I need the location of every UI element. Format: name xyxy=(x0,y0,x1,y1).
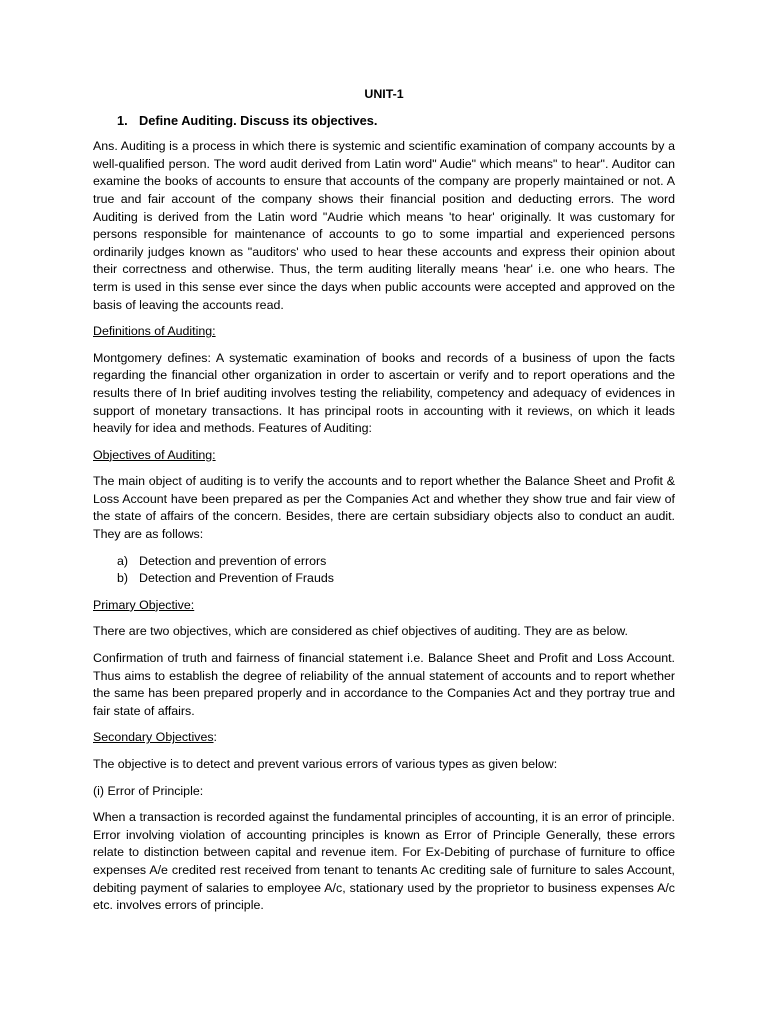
objectives-paragraph: The main object of auditing is to verify the accounts and to report whether the Balance Sheet and Profit & Loss Account have been prepared as per the Companies Act and whether they show true and fair view of the state of affairs of the concern. Besides, there are certain subsidiary objects also to conduct an audit. They are as follows: xyxy=(93,474,675,542)
definitions-heading: Definitions of Auditing: xyxy=(93,324,216,339)
unit-title: UNIT-1 xyxy=(364,87,404,101)
answer-paragraph: Ans. Auditing is a process in which there is systemic and scientific examination of company accounts by a well-qualified person. The word audit derived from Latin word" Audie" which means" to hear". Auditor can examine the books of accounts to ensure that accounts of the company are properly maintained or not. A true and fair account of the company shows their financial position and deducting errors. The word Auditing is derived from the Latin word "Audrie which means 'to hear' originally. It was customary for persons responsible for maintenance of accounts to go to some impartial and experienced persons ordinarily judges known as "auditors' who used to hear these accounts and express their opinion about their correctness and otherwise. Thus, the term auditing literally means 'hear' i.e. one who hears. The term is used in this sense ever since the days when public accounts were accepted and approved on the basis of leaving the accounts read. xyxy=(93,139,675,312)
secondary-heading-suffix: : xyxy=(213,730,217,745)
error-of-principle-paragraph: When a transaction is recorded against the fundamental principles of accounting, it is an error of principle. Error involving violation of accounting principles is known as Error of Principle Generally, these errors relate to distinction between capital and revenue item. For Ex-Debiting of purchase of furniture to office expenses A/e credited rest received from tenant to tenants Ac crediting sale of furniture to sales Account, debiting payment of salaries to employee A/c, stationary used by the proprietor to business expenses A/c etc. involves errors of principle. xyxy=(93,810,675,913)
secondary-objectives-heading xyxy=(93,729,675,747)
list-marker: b) xyxy=(117,571,129,586)
list-marker: a) xyxy=(117,553,129,568)
primary-objective-heading: Primary Objective: xyxy=(93,597,195,612)
objectives-list xyxy=(93,553,675,588)
question-text: Define Auditing. Discuss its objectives. xyxy=(139,112,378,128)
primary-paragraph-1: There are two objectives, which are considered as chief objectives of auditing. They are as below. xyxy=(93,624,628,639)
definitions-paragraph: Montgomery defines: A systematic examination of books and records of a business of upon the facts regarding the financial other organization in order to ascertain or verify and to report operations and the results there of In brief auditing involves testing the reliability, competency and adequacy of evidences in support of monetary transactions. It has principal roots in accounting with it reviews, on which it leads heavily for idea and methods. Features of Auditing: xyxy=(93,350,675,436)
secondary-paragraph: The objective is to detect and prevent various errors of various types as given below: xyxy=(93,757,558,771)
list-item xyxy=(117,570,675,588)
list-item-text: Detection and Prevention of Frauds xyxy=(139,571,334,586)
primary-paragraph-2: Confirmation of truth and fairness of financial statement i.e. Balance Sheet and Profit and Loss Account. Thus aims to establish the degree of reliability of the annual statement of accounts and to report whether the same has been prepared properly and in accordance to the Companies Act and they portray true and fair state of affairs. xyxy=(93,651,675,718)
document-page xyxy=(93,86,675,924)
secondary-heading-text: Secondary Objectives xyxy=(93,730,214,745)
objectives-heading: Objectives of Auditing: xyxy=(93,447,216,462)
question-number: 1. xyxy=(117,112,128,128)
list-item-text: Detection and prevention of errors xyxy=(139,553,327,568)
list-item xyxy=(117,553,675,571)
question-heading xyxy=(93,112,675,130)
error-of-principle-heading: (i) Error of Principle: xyxy=(93,783,204,798)
